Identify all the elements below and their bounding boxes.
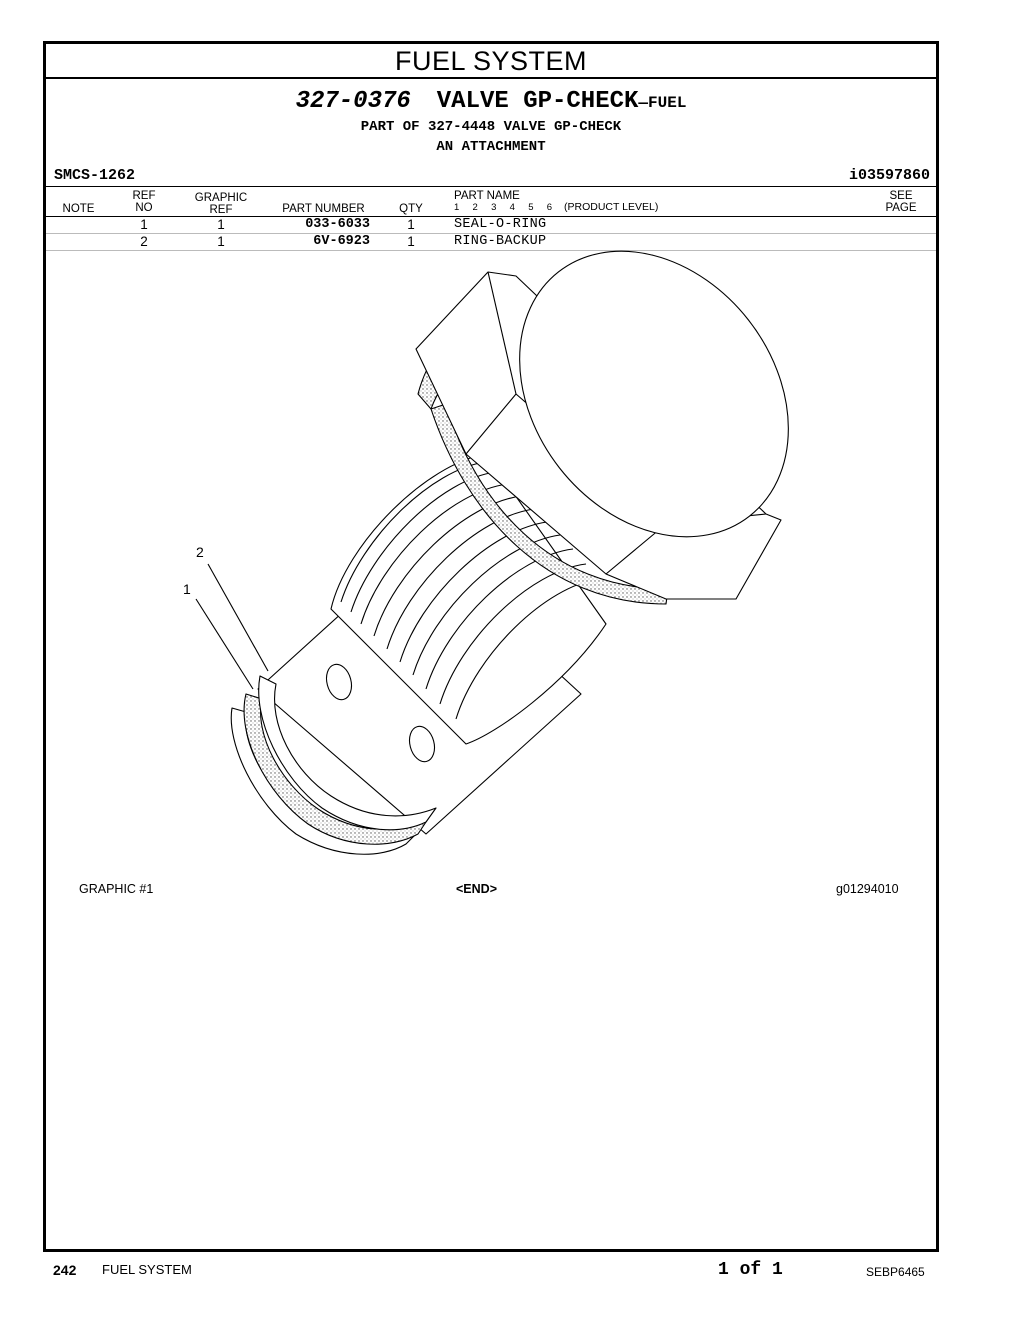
col-ref-no-bottom: NO [135, 202, 153, 214]
col-part-number: PART NUMBER [282, 203, 365, 215]
callout-1: 1 [183, 581, 191, 597]
page-frame [43, 41, 939, 1252]
valve-illustration [46, 44, 936, 1249]
col-see-page-top: SEE [889, 190, 913, 202]
row1-graphic-ref: 1 [217, 217, 225, 232]
col-graphic-ref-top: GRAPHIC [194, 192, 248, 204]
row2-qty: 1 [407, 234, 415, 249]
callout-2: 2 [196, 544, 204, 560]
col-qty: QTY [399, 203, 423, 215]
attachment-line: AN ATTACHMENT [436, 139, 546, 155]
document-id: SEBP6465 [866, 1265, 925, 1279]
part-suffix: —FUEL [638, 94, 687, 112]
graphic-label: GRAPHIC #1 [79, 882, 154, 896]
col-product-levels: 1 2 3 4 5 6 [454, 202, 553, 213]
row1-ref-no: 1 [140, 217, 148, 232]
row1-qty: 1 [407, 217, 415, 232]
row1-part-number: 033-6033 [305, 217, 370, 232]
row2-graphic-ref: 1 [217, 234, 225, 249]
reference-id: i03597860 [848, 167, 930, 184]
col-graphic-ref-bottom: REF [209, 204, 233, 216]
graphic-id: g01294010 [836, 882, 899, 896]
row1-part-name: SEAL-O-RING [454, 217, 547, 232]
page-number: 242 [53, 1262, 77, 1278]
col-product-level-label: (PRODUCT LEVEL) [564, 201, 659, 213]
end-marker: <END> [456, 882, 497, 896]
footer-section: FUEL SYSTEM [102, 1262, 192, 1277]
part-name-heading: VALVE GP-CHECK [436, 88, 639, 115]
row2-part-number: 6V-6923 [313, 234, 370, 249]
row2-part-name: RING-BACKUP [454, 234, 547, 249]
col-see-page-bottom: PAGE [885, 202, 917, 214]
col-ref-no-top: REF [132, 190, 156, 202]
page-of: 1 of 1 [718, 1260, 783, 1280]
col-part-name: PART NAME [454, 190, 520, 202]
part-of-line: PART OF 327-4448 VALVE GP-CHECK [360, 119, 622, 135]
section-title: FUEL SYSTEM [46, 44, 936, 79]
col-note: NOTE [62, 203, 95, 215]
row2-ref-no: 2 [140, 234, 148, 249]
part-number-heading: 327-0376 [295, 88, 411, 115]
smcs-code: SMCS-1262 [54, 167, 136, 184]
